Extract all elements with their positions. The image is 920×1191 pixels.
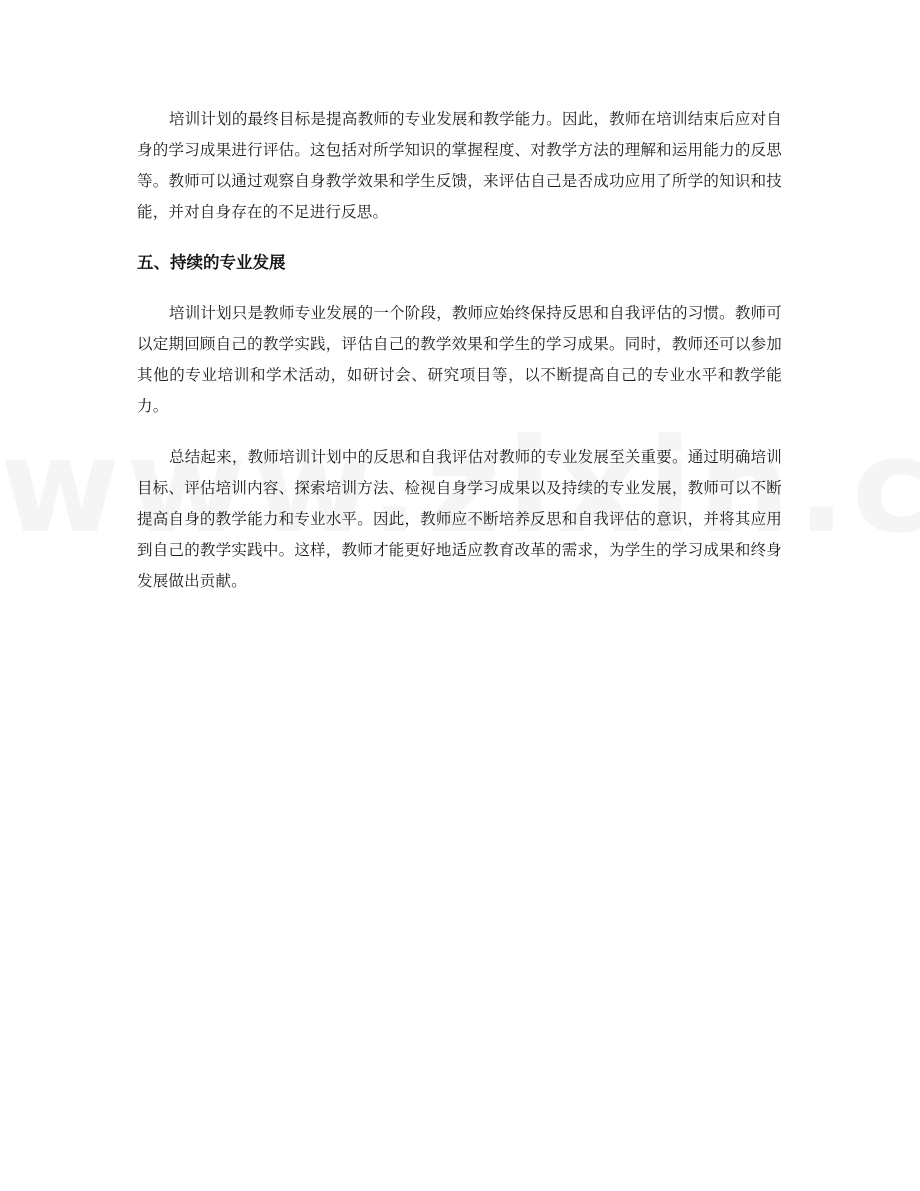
section-heading-continuing-development: 五、持续的专业发展 [137,253,286,272]
paragraph-evaluation: 培训计划的最终目标是提高教师的专业发展和教学能力。因此，教师在培训结束后应对自身的学习成果进行评估。这包括对所学知识的掌握程度、对教学方法的理解和运用能力的反思等。教师可以通过观察自身教学效果和学生反馈，来评估自己是否成功应用了所学的知识和技能，并对自身存在的不足进行反思。 [137,110,782,221]
paragraph-continuing-development: 培训计划只是教师专业发展的一个阶段，教师应始终保持反思和自我评估的习惯。教师可以定期回顾自己的教学实践，评估自己的教学效果和学生的学习成果。同时，教师还可以参加其他的专业培训和学术活动，如研讨会、研究项目等，以不断提高自己的专业水平和教学能力。 [137,304,782,415]
document-body [137,104,782,597]
paragraph-conclusion: 总结起来，教师培训计划中的反思和自我评估对教师的专业发展至关重要。通过明确培训目标、评估培训内容、探索培训方法、检视自身学习成果以及持续的专业发展，教师可以不断提高自身的教学能力和专业水平。因此，教师应不断培养反思和自我评估的意识，并将其应用到自己的教学实践中。这样，教师才能更好地适应教育改革的需求，为学生的学习成果和终身发展做出贡献。 [137,448,782,590]
